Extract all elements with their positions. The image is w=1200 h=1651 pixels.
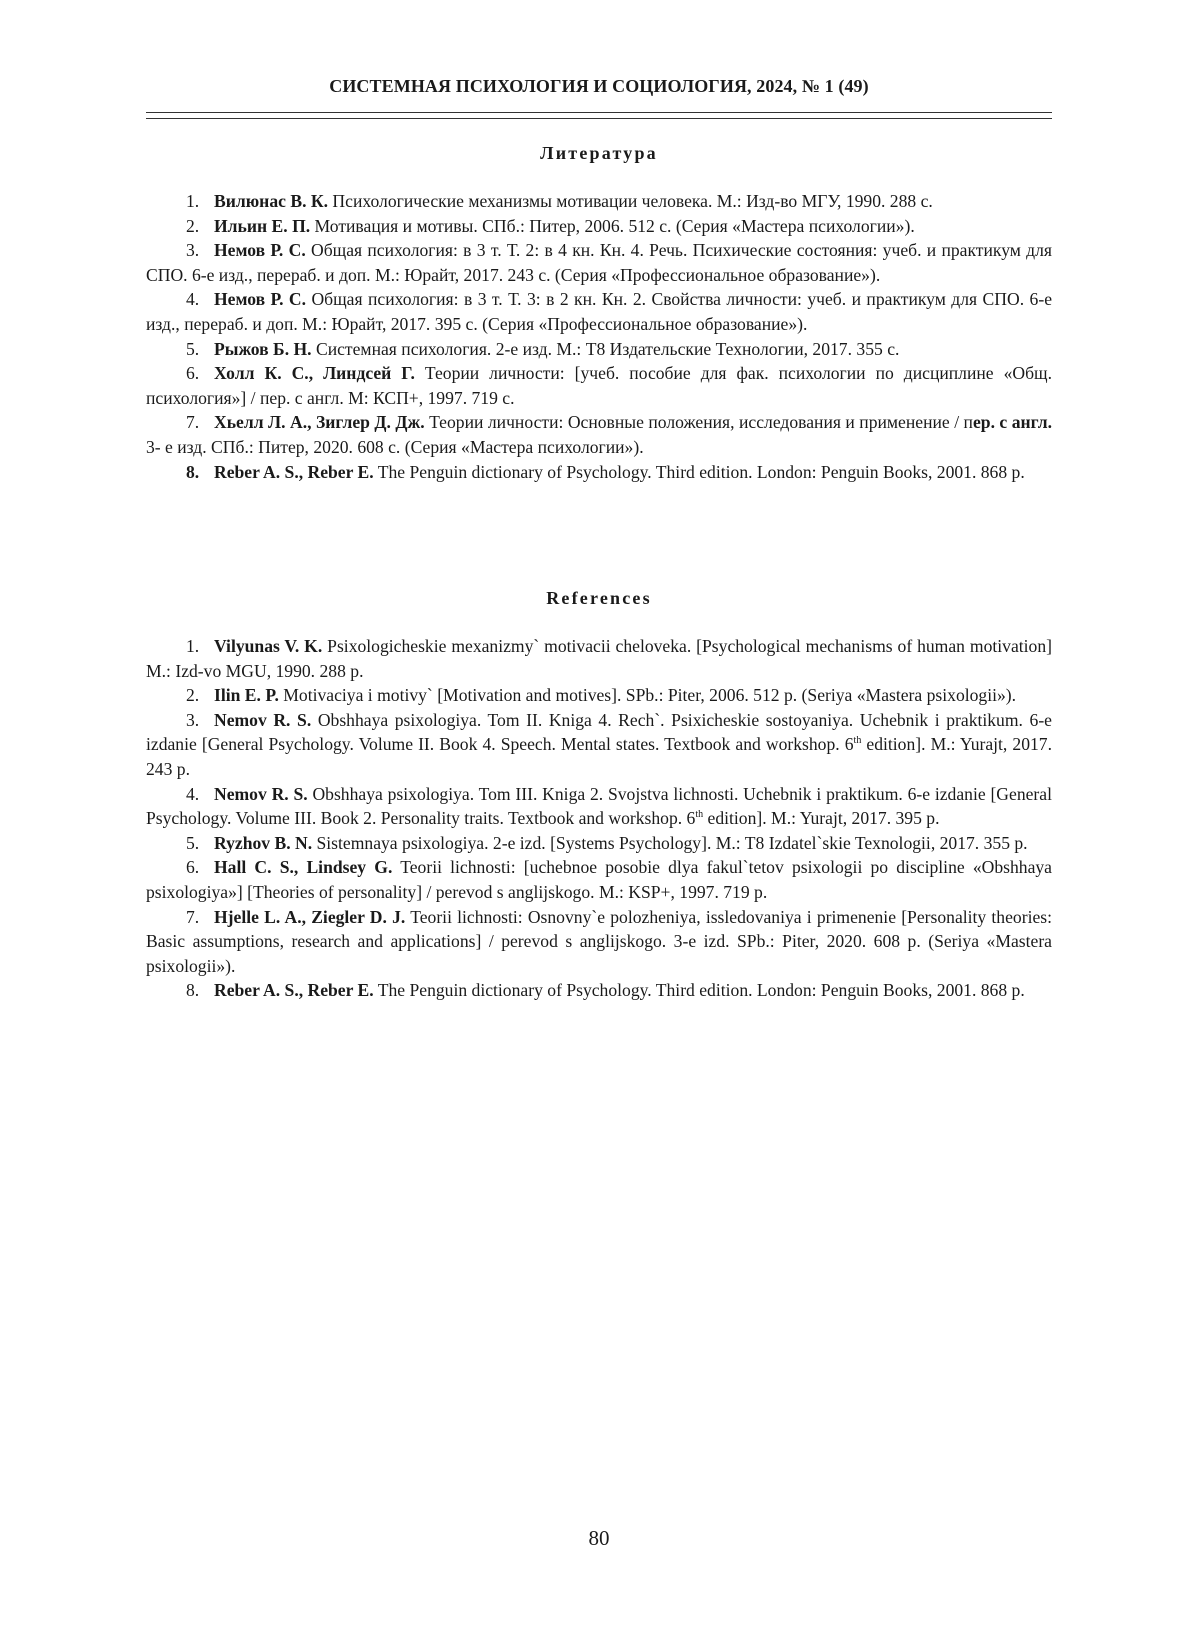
literature-item-8: 8. Reber A. S., Reber E. The Penguin dictionary of Psychology. Third edition. London: Penguin Books, 2001. 868 p. [186, 461, 1025, 482]
item-authors: Немов Р. С. [214, 240, 306, 261]
reference-item-3: 3. Nemov R. S. Obshhaya psixologiya. Tom II. Kniga 4. Rech`. Psixicheskie sostoyaniya. Uchebnik i praktikum. 6-e izdanie [General Psychology. Volume II. Book 4. Speech. Mental states. Textbook and workshop. 6th edition]. M.: Yurajt, 2017. 243 p. [146, 709, 1052, 779]
reference-item-2: 2. Ilin E. P. Motivaciya i motivy` [Motivation and motives]. SPb.: Piter, 2006. 512 p. (Seriya «Mastera psixologii»). [186, 685, 1017, 706]
item-authors: Nemov R. S. [214, 783, 308, 804]
references-list [146, 634, 1052, 1003]
header-rule-thick [146, 112, 1052, 113]
literature-item-5: 5. Рыжов Б. Н. Системная психология. 2-е изд. М.: Т8 Издательские Технологии, 2017. 355 с. [186, 338, 900, 359]
reference-item-7: 7. Hjelle L. A., Ziegler D. J. Teorii lichnosti: Osnovny`e polozheniya, issledovaniya i primenenie [Personality theories: Basic assumptions, research and applications] / perevod s anglijskogo. 3-e izd. SPb.: Piter, 2020. 608 p. (Seriya «Mastera psixologii»). [146, 906, 1053, 976]
header-rule-thin [146, 118, 1052, 119]
item-authors: Nemov R. S. [214, 709, 312, 730]
literature-item-4: 4. Немов Р. С. Общая психология: в 3 т. Т. 3: в 2 кн. Кн. 2. Свойства личности: учеб. и практикум для СПО. 6-е изд., перераб. и доп. М.: Юрайт, 2017. 395 с. (Серия «Профессиональное образование»). [146, 289, 1052, 334]
item-authors: Ильин Е. П. [214, 215, 311, 236]
item-authors: Ilin E. P. [214, 685, 279, 706]
literature-item-6: 6. Холл К. С., Линдсей Г. Теории личности: [учеб. пособие для фак. психологии по дисциплине «Общ. психология»] / пер. с англ. М: КСП+, 1997. 719 с. [146, 363, 1052, 408]
literature-item-3: 3. Немов Р. С. Общая психология: в 3 т. Т. 2: в 4 кн. Кн. 4. Речь. Психические состояния: учеб. и практикум для СПО. 6-е изд., перераб. и доп. М.: Юрайт, 2017. 243 с. (Серия «Профессиональное образование»). [146, 240, 1052, 285]
reference-item-6: 6. Hall C. S., Lindsey G. Teorii lichnosti: [uchebnoe posobie dlya fakul`tetov psixologii po discipline «Obshhaya psixologiya»] [Theories of personality] / perevod s anglijskogo. M.: KSP+, 1997. 719 p. [146, 857, 1052, 902]
literature-item-2: 2. Ильин Е. П. Мотивация и мотивы. СПб.: Питер, 2006. 512 с. (Серия «Мастера психологии»). [186, 215, 915, 236]
item-authors: Hall C. S., Lindsey G. [214, 857, 393, 878]
item-authors: Немов Р. С. [214, 289, 307, 310]
item-authors: Hjelle L. A., Ziegler D. J. [214, 906, 406, 927]
journal-header: СИСТЕМНАЯ ПСИХОЛОГИЯ И СОЦИОЛОГИЯ, 2024, № 1 (49) [329, 76, 869, 96]
item-authors: Холл К. С., Линдсей Г. [214, 363, 415, 384]
literature-list [146, 189, 1052, 484]
reference-item-5: 5. Ryzhov B. N. Sistemnaya psixologiya. 2-e izd. [Systems Psychology]. M.: T8 Izdatel`skie Texnologii, 2017. 355 p. [186, 832, 1028, 853]
item-authors: Reber A. S., Reber E. [214, 980, 374, 1001]
reference-item-8: 8. Reber A. S., Reber E. The Penguin dictionary of Psychology. Third edition. London: Penguin Books, 2001. 868 p. [186, 980, 1025, 1001]
reference-item-4: 4. Nemov R. S. Obshhaya psixologiya. Tom III. Kniga 2. Svojstva lichnosti. Uchebnik i praktikum. 6-e izdanie [General Psychology. Volume III. Book 2. Personality traits. Textbook and workshop. 6th edition]. M.: Yurajt, 2017. 395 p. [146, 783, 1052, 829]
item-authors: Reber A. S., Reber E. [214, 461, 374, 482]
item-authors: Хьелл Л. А., Зиглер Д. Дж. [214, 412, 425, 433]
item-authors: Ryzhov B. N. [214, 832, 313, 853]
item-authors: Рыжов Б. Н. [214, 338, 312, 359]
literature-item-7: 7. Хьелл Л. А., Зиглер Д. Дж. Теории личности: Основные положения, исследования и применение / пер. с англ. 3- е изд. СПб.: Питер, 2020. 608 с. (Серия «Мастера психологии»). [146, 412, 1052, 457]
page-number: 80 [588, 1526, 610, 1550]
references-title: References [546, 588, 652, 608]
literature-title: Литература [540, 143, 658, 163]
reference-item-1: 1. Vilyunas V. K. Psixologicheskie mexanizmy` motivacii cheloveka. [Psychological mechanisms of human motivation] M.: Izd-vo MGU, 1990. 288 p. [146, 636, 1052, 681]
literature-item-1: 1. Вилюнас В. К. Психологические механизмы мотивации человека. М.: Изд-во МГУ, 1990. 288 с. [186, 191, 933, 211]
item-authors: Вилюнас В. К. [214, 191, 329, 211]
item-authors: Vilyunas V. K. [214, 636, 323, 656]
